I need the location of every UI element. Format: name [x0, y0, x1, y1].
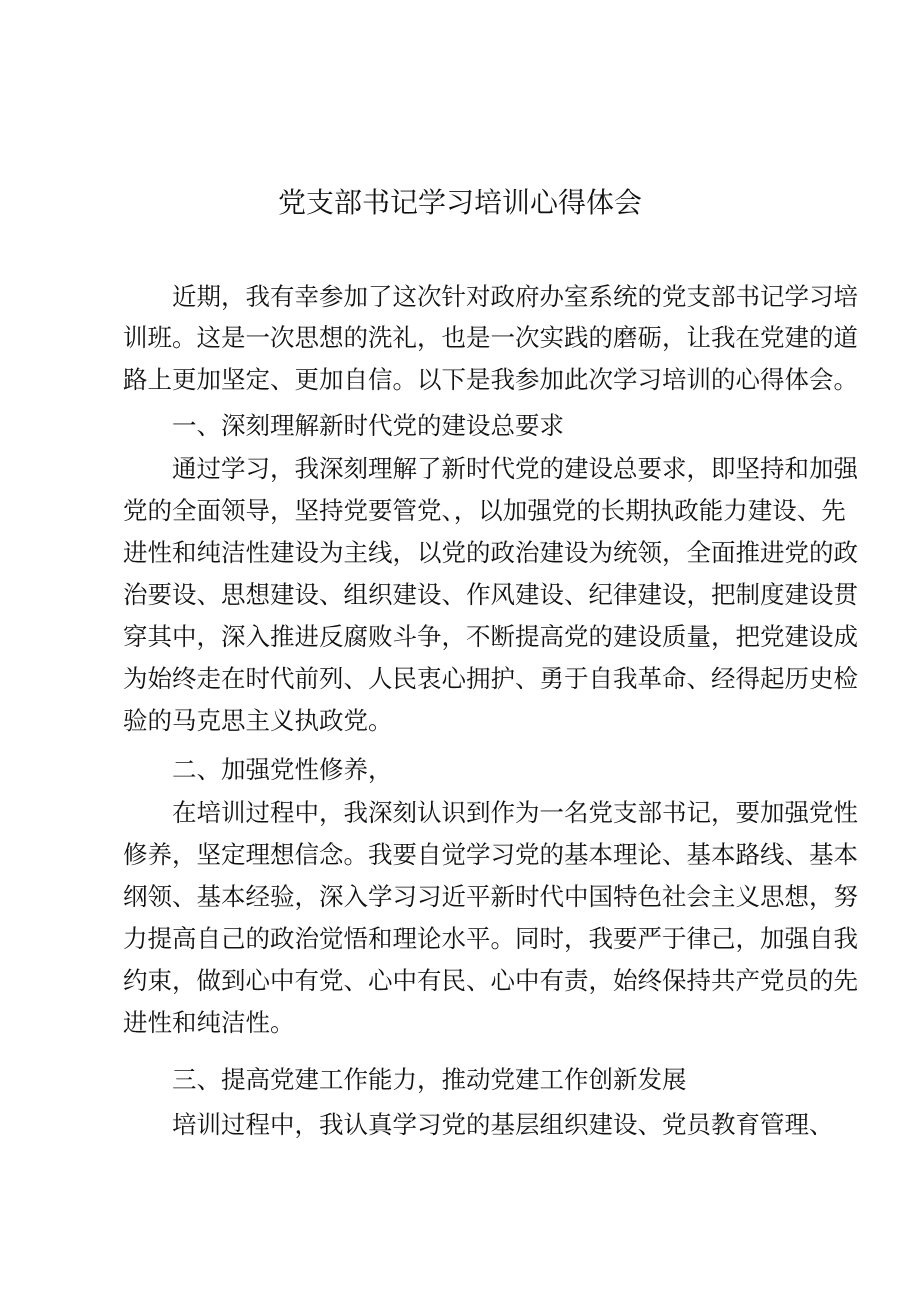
paragraph-line: 验的马克思主义执政党。: [123, 706, 393, 735]
paragraph-line: 路上更加坚定、更加自信。以下是我参加此次学习培训的心得体会。: [123, 365, 858, 394]
paragraph-line: 近期，我有幸参加了这次针对政府办室系统的党支部书记学习培: [172, 282, 858, 311]
paragraph-line: 训班。这是一次思想的洗礼，也是一次实践的磨砺，让我在党建的道: [123, 323, 858, 352]
paragraph-line: 进性和纯洁性。: [123, 1008, 295, 1037]
paragraph-line: 党的全面领导，坚持党要管党、，以加强党的长期执政能力建设、先: [123, 496, 846, 525]
paragraph-line: 为始终走在时代前列、人民衷心拥护、勇于自我革命、经得起历史检: [123, 664, 858, 693]
section-heading-2: 二、加强党性修养，: [172, 755, 393, 784]
paragraph-line: 约束，做到心中有党、心中有民、心中有责，始终保持共产党员的先: [123, 966, 858, 995]
paragraph-line: 在培训过程中，我深刻认识到作为一名党支部书记，要加强党性: [172, 798, 858, 827]
paragraph-line: 治要设、思想建设、组织建设、作风建设、纪律建设，把制度建设贯: [123, 580, 858, 609]
paragraph-line: 通过学习，我深刻理解了新时代党的建设总要求，即坚持和加强: [172, 454, 858, 483]
section-heading-1: 一、深刻理解新时代党的建设总要求: [172, 411, 564, 440]
paragraph-line: 培训过程中，我认真学习党的基层组织建设、党员教育管理、: [172, 1110, 834, 1139]
document-title: 党支部书记学习培训心得体会: [277, 186, 642, 219]
section-heading-3: 三、提高党建工作能力，推动党建工作创新发展: [172, 1065, 687, 1094]
paragraph-line: 力提高自己的政治觉悟和理论水平。同时，我要严于律己，加强自我: [123, 924, 858, 953]
paragraph-line: 进性和纯洁性建设为主线，以党的政治建设为统领，全面推进党的政: [123, 538, 858, 567]
paragraph-line: 修养，坚定理想信念。我要自觉学习党的基本理论、基本路线、基本: [123, 840, 858, 869]
paragraph-line: 穿其中，深入推进反腐败斗争，不断提高党的建设质量，把党建设成: [123, 622, 858, 651]
paragraph-line: 纲领、基本经验，深入学习习近平新时代中国特色社会主义思想，努: [123, 882, 858, 911]
